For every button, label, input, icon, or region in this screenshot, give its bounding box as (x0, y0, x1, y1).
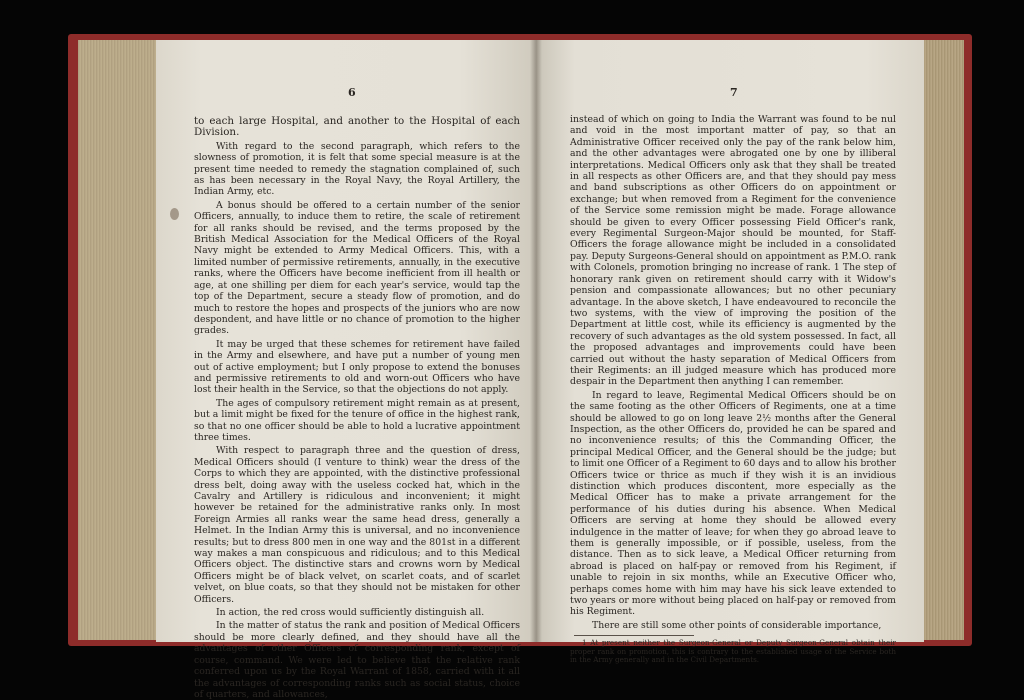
left-page (156, 40, 536, 700)
page-stain (170, 208, 179, 220)
right-page-number: 7 (730, 86, 738, 99)
left-paragraph-4: It may be urged that these schemes for retirement have failed in the Army and elsewhere, and have put a number of young men out of active employment; but I only propose to extend the bonuses and permissive retirements to old and worn-out Officers who have lost their health in the Service, so that the objections do not apply. (194, 338, 520, 396)
left-paragraph-2: With regard to the second paragraph, which refers to the slowness of promotion, it is felt that some special measure is at the present time needed to remedy the stagnation complained of, such as has been necessary in the Royal Navy, the Royal Artillery, the Indian Army, etc. (194, 140, 520, 198)
left-paragraph-6: With respect to paragraph three and the question of dress, Medical Officers should (I venture to think) wear the dress of the Corps to which they are appointed, with the distinctive professional dress belt, doing away with the useless cocked hat, which in the Cavalry and Artillery is ridiculous and inconvenient; it might however be retained for the administrative ranks only. In most Foreign Armies all ranks wear the same head dress, generally a Helmet. In the Indian Army this is universal, and no inconvenience results; but to dress 800 men in one way and the 801st in a different way makes a man conspicuous and ridiculous; and to this Medical Officers object. The distinctive stars and crowns worn by Medical Officers might be of black velvet, on scarlet coats, and of scarlet velvet, on blue coats, so that they should not be mistaken for other Officers. (194, 445, 520, 605)
right-page (536, 40, 924, 665)
right-paragraph-2: In regard to leave, Regimental Medical Officers should be on the same footing as the other Officers of Regiments, one at a time should be allowed to go on long leave 2½ months after the General Inspection, as the other Officers do, provided he can be spared and no inconvenience results; of this the Commanding Officer, the principal Medical Officer, and the General should be the judge; but to limit one Officer of a Regiment to 60 days and to allow his brother Officers twice or thrice as much if they wish it is an invidious distinction which produces discontent, more especially as the Medical Officer has to make a private arrangement for the performance of his duties during his absence. When Medical Officers are serving at home they should be allowed every indulgence in the matter of leave; for when they go abroad leave to them is generally impossible, or if possible, useless, from the distance. Then as to sick leave, a Medical Officer returning from abroad is placed on half-pay or removed from his Regiment, if unable to rejoin in six months, while an Executive Officer who, perhaps comes home with him may have his sick leave extended to two years or more without being placed on half-pay or removed from his Regiment. (570, 389, 896, 618)
right-paragraph-1: instead of which on going to India the Warrant was found to be nul and void in the most important matter of pay, so that an Administrative Officer received only the pay of the rank below him, and the other advantages were abrogated one by one by illiberal interpretations. Medical Officers only ask that they shall be treated in all respects as other Officers are, and that they should pay mess and band subscriptions as other Officers do on appointment or exchange; but when removed from a Regiment for the convenience of the Service some remission might be made. Forage allowance should be given to every Officer possessing Field Officer's rank, every Regimental Surgeon-Major should be mounted, for Staff-Officers the forage allowance might be included in a consolidated pay. Deputy Surgeons-General should on appointment as P.M.O. rank with Colonels, promotion bringing no increase of rank. 1 The step of honorary rank given on retirement should carry with it Widow's pension and compassionate allowances; but no other pecuniary advantage. In the above sketch, I have endeavoured to reconcile the two systems, with the view of improving the position of the Department at little cost, while its efficiency is augmented by the recovery of such advantages as the old system possessed. In fact, all the proposed advantages and improvements could have been carried out without the hasty separation of Medical Officers from their Regiments: an ill judged measure which has produced more despair in the Department then anything I can remember. (570, 114, 896, 388)
book-gutter (530, 40, 542, 642)
left-page-number: 6 (348, 86, 356, 99)
footnote-divider (574, 635, 694, 636)
right-page-edges (920, 40, 964, 640)
left-paragraph-1: to each large Hospital, and another to the Hospital of each Division. (194, 115, 520, 139)
right-paragraph-3: There are still some other points of considerable importance, (592, 619, 882, 631)
left-paragraph-8: In the matter of status the rank and position of Medical Officers should be more clearly defined, and they should have all the advantages of other Officers of corresponding rank, except of course, command. We were led to believe that the relative rank conferred upon us by the Royal Warrant of 1858, carried with it all the advantages of corresponding ranks such as social status, choice of quarters, and allowances, (194, 620, 520, 700)
footnote: 1 At present neither the Surgeon-General or Deputy Surgeon-General obtain their proper rank on promotion, this is contrary to the established usage of the Service both in the Army generally and in the Civil Departments. (570, 638, 896, 665)
left-paragraph-3: A bonus should be offered to a certain number of the senior Officers, annually, to induce them to retire, the scale of retirement for all ranks should be revised, and the terms proposed by the British Medical Association for the Medical Officers of the Royal Navy might be extended to Army Medical Officers. This, with a limited number of permissive retirements, annually, in the executive ranks, where the Officers have become inefficient from ill health or age, at one shilling per diem for each year's service, would tap the top of the Department, secure a steady flow of promotion, and do much to restore the hopes and prospects of the juniors who are now despondent, and have little or no chance of promotion to the higher grades. (194, 199, 520, 337)
left-page-edges (78, 40, 160, 640)
left-paragraph-7: In action, the red cross would sufficiently distinguish all. (216, 607, 485, 619)
left-paragraph-5: The ages of compulsory retirement might remain as at present, but a limit might be fixed for the tenure of office in the highest rank, so that no one officer should be able to hold a lucrative appointment three times. (194, 397, 520, 443)
